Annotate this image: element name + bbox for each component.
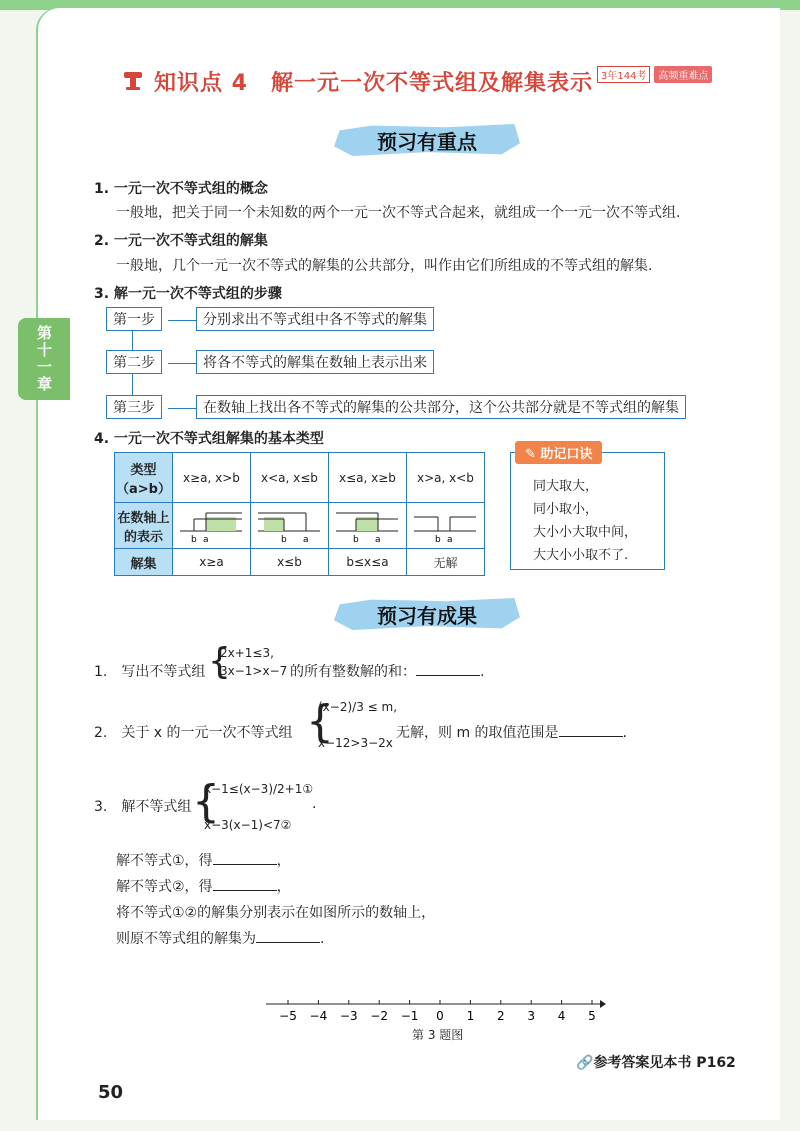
question-1-prefix: 1. 写出不等式组 xyxy=(94,664,206,680)
axis-4-label-b: b xyxy=(435,535,442,543)
axis-cell-3 xyxy=(328,503,406,549)
question-2-text: 无解，则 m 的取值范围是 . xyxy=(396,722,627,742)
axis-header: 在数轴上的表示 xyxy=(115,503,173,549)
types-header: 类型 （a>b） xyxy=(115,453,173,503)
section-title xyxy=(122,64,712,98)
axis-cell-1 xyxy=(172,503,250,549)
mnemonic-line-4: 大大小小取不了. xyxy=(533,548,629,563)
number-line-tick-label: −2 xyxy=(370,1009,389,1023)
number-line-tick-label: 3 xyxy=(527,1009,536,1023)
type-cell-4: x>a, x<b xyxy=(406,453,484,503)
difficulty-badge: 高频重难点 xyxy=(654,66,712,83)
mnemonic-box xyxy=(510,447,665,570)
question-3-end: . xyxy=(312,796,317,812)
section-banner-preview: 预习有重点 xyxy=(334,124,520,156)
number-line-tick-label: 2 xyxy=(496,1009,505,1023)
heading-steps: 3. 解一元一次不等式组的步骤 xyxy=(94,286,282,302)
type-cell-2: x<a, x≤b xyxy=(250,453,328,503)
exam-frequency-tag: 3年144考 xyxy=(597,66,650,83)
number-line-tick-label: 1 xyxy=(466,1009,475,1023)
q1-answer-blank[interactable] xyxy=(416,661,480,676)
axis-3-label-a: a xyxy=(375,535,381,543)
q2-ineq-1: (x−2)/3 ≤ m, xyxy=(318,700,398,714)
q3-answer-blank-3[interactable] xyxy=(256,928,320,943)
type-cell-3: x≤a, x≥b xyxy=(328,453,406,503)
axis-cell-4 xyxy=(406,503,484,549)
page-number: 50 xyxy=(98,1082,124,1103)
q3-line-1: 解不等式①，得 ， xyxy=(116,850,291,870)
mnemonic-line-3: 大小小大取中间， xyxy=(533,525,638,540)
step-1-link xyxy=(168,320,196,321)
question-2-prefix: 2. 关于 x 的一元一次不等式组 xyxy=(94,725,293,741)
question-2-system xyxy=(306,698,397,752)
q3-line-3: 将不等式①②的解集分别表示在如图所示的数轴上， xyxy=(116,905,436,921)
q3-ineq-2: x−3(x−1)<7② xyxy=(204,818,292,832)
step-2-link xyxy=(168,363,196,364)
mnemonic-line-1: 同大取大， xyxy=(533,479,599,494)
axis-1-label-b: b xyxy=(191,535,198,543)
step-1-text: 分别求出不等式组中各不等式的解集 xyxy=(196,307,434,331)
step-3-text: 在数轴上找出各不等式的解集的公共部分，这个公共部分就是不等式组的解集 xyxy=(196,395,686,419)
q2-ineq-2: x−12>3−2x xyxy=(318,736,393,750)
text-concept: 一般地，把关于同一个未知数的两个一元一次不等式合起来，就组成一个一元一次不等式组. xyxy=(116,205,681,221)
q3-ineq-1: x−1≤(x−3)/2+1① xyxy=(204,782,314,796)
page-title: 知识点 4 解一元一次不等式组及解集表示 xyxy=(154,70,593,96)
heading-concept: 1. 一元一次不等式组的概念 xyxy=(94,181,268,197)
question-1-text: 的所有整数解的和： . xyxy=(290,661,484,681)
link-icon: 🔗 xyxy=(576,1055,594,1071)
number-line-tick-label: 5 xyxy=(588,1009,596,1023)
step-3-label: 第三步 xyxy=(106,395,162,419)
number-line-tick-label: −1 xyxy=(400,1009,419,1023)
axis-diagram-3 xyxy=(332,505,402,543)
section-banner-results: 预习有成果 xyxy=(334,598,520,630)
axis-2-label-b: b xyxy=(281,535,288,543)
axis-1-label-a: a xyxy=(203,535,209,543)
number-line-arrow xyxy=(600,1000,606,1008)
axis-diagram-4 xyxy=(410,505,480,543)
solution-header: 解集 xyxy=(115,549,173,576)
question-1-system xyxy=(208,641,288,682)
knowledge-point-icon xyxy=(122,70,144,92)
solution-cell-4: 无解 xyxy=(406,549,484,576)
axis-diagram-1 xyxy=(176,505,246,543)
number-line-tick-label: 4 xyxy=(557,1009,566,1023)
number-line-tick-label: −3 xyxy=(339,1009,358,1023)
heading-solution-set: 2. 一元一次不等式组的解集 xyxy=(94,233,268,249)
axis-3-label-b: b xyxy=(353,535,360,543)
mnemonic-line-2: 同小取小， xyxy=(533,502,599,517)
solution-cell-1: x≥a xyxy=(172,549,250,576)
answer-reference: 🔗参考答案见本书 P162 xyxy=(576,1055,736,1071)
q3-answer-blank-2[interactable] xyxy=(213,876,277,891)
heading-types: 4. 一元一次不等式组解集的基本类型 xyxy=(94,431,324,447)
number-line-tick-label: −4 xyxy=(309,1009,328,1023)
step-1-label: 第一步 xyxy=(106,307,162,331)
q3-line-2: 解不等式②，得 ， xyxy=(116,876,291,896)
number-line-tick-label: 0 xyxy=(436,1009,444,1023)
step-2-label: 第二步 xyxy=(106,350,162,374)
number-line xyxy=(260,994,610,1024)
q2-answer-blank[interactable] xyxy=(559,722,623,737)
step-2-text: 将各不等式的解集在数轴上表示出来 xyxy=(196,350,434,374)
solution-cell-3: b≤x≤a xyxy=(328,549,406,576)
chapter-tab: 第十一章 xyxy=(18,318,70,400)
type-cell-1: x≥a, x>b xyxy=(172,453,250,503)
q1-ineq-1: 2x+1≤3, xyxy=(220,646,274,660)
brace-symbol: { xyxy=(306,696,334,747)
axis-4-label-a: a xyxy=(447,535,453,543)
brace-symbol: { xyxy=(208,641,231,682)
q1-ineq-2: 3x−1>x−7 xyxy=(220,664,288,678)
number-line-tick-label: −5 xyxy=(279,1009,297,1023)
axis-2-label-a: a xyxy=(303,535,309,543)
axis-diagram-2 xyxy=(254,505,324,543)
pencil-icon: ✎ xyxy=(525,447,541,462)
axis-cell-2 xyxy=(250,503,328,549)
q3-answer-blank-1[interactable] xyxy=(213,850,277,865)
figure-caption: 第 3 题图 xyxy=(412,1028,464,1042)
step-3-link xyxy=(168,408,196,409)
question-3-prefix: 3. 解不等式组 xyxy=(94,799,192,815)
text-solution-set: 一般地，几个一元一次不等式的解集的公共部分，叫作由它们所组成的不等式组的解集. xyxy=(116,258,653,274)
solution-cell-2: x≤b xyxy=(250,549,328,576)
q3-line-4: 则原不等式组的解集为 . xyxy=(116,928,324,948)
mnemonic-title: ✎ 助记口诀 xyxy=(515,441,602,464)
question-3-system xyxy=(192,776,314,834)
brace-symbol: { xyxy=(192,776,220,827)
types-table xyxy=(114,452,485,576)
